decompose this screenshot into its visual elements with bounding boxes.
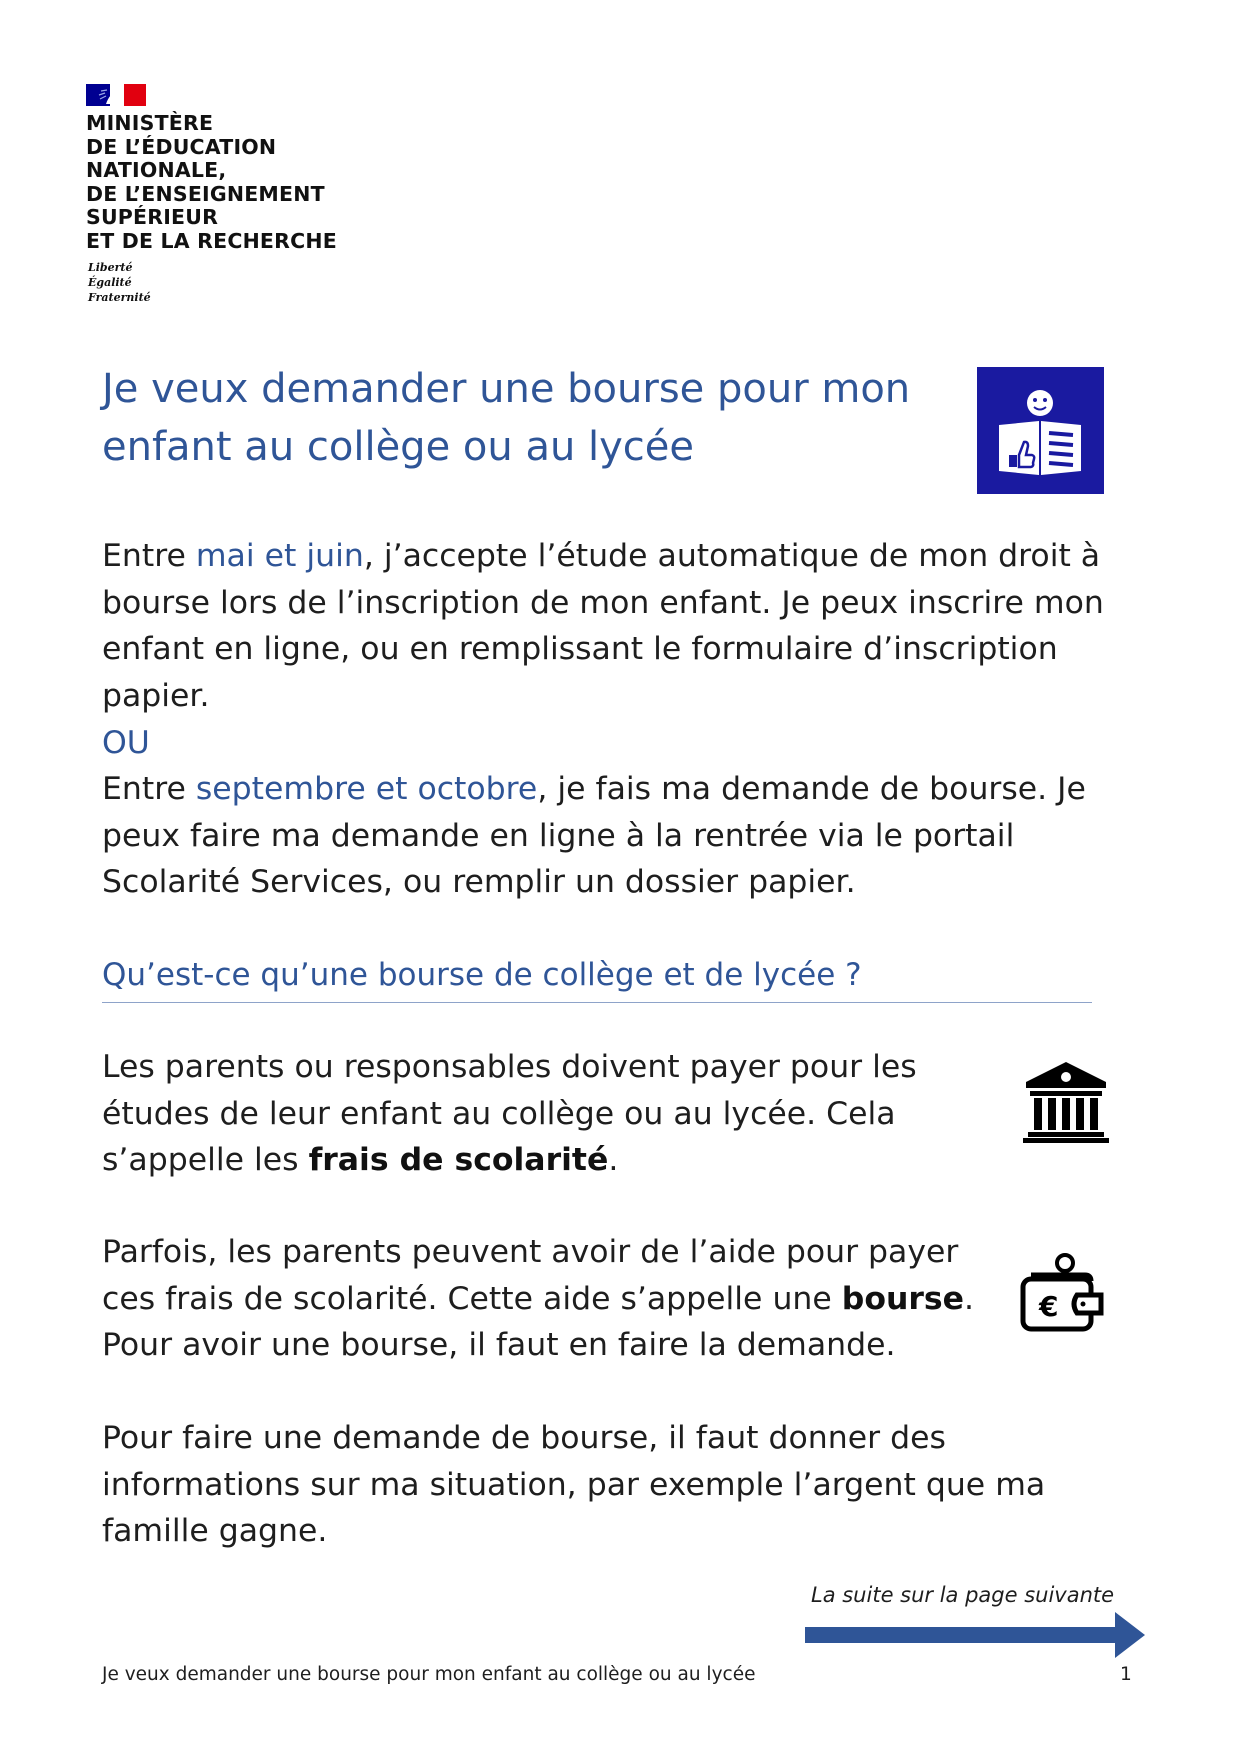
text-run: Les parents ou responsables doivent payer pour les études de leur enfant au collège ou au lycée. Cela s’appelle les: [102, 1049, 917, 1178]
page-number: 1: [1120, 1664, 1132, 1685]
bank-building-icon: [1022, 1060, 1110, 1144]
motto-line: Égalité: [88, 276, 132, 289]
highlight-period: septembre et octobre: [195, 771, 538, 807]
section-heading: Qu’est-ce qu’une bourse de collège et de lycée ?: [102, 957, 862, 993]
ministry-name-line: NATIONALE,: [86, 158, 227, 182]
application-info-paragraph: Pour faire une demande de bourse, il faut donner des informations sur ma situation, par exemple l’argent que ma famille gagne.: [102, 1420, 1046, 1549]
text-run: .: [608, 1142, 619, 1178]
euro-wallet-icon: [1019, 1253, 1105, 1333]
text-run: , j’accepte l’étude automatique de mon droit à bourse lors de l’inscription de mon enfant. Je peux inscrire mon enfant en ligne, ou en remplissant le formulaire d’inscription papier.: [102, 538, 1104, 714]
text-run: , je fais ma demande de bourse. Je peux faire ma demande en ligne à la rentrée via le portail Scolarité Services, ou remplir un dossier papier.: [102, 771, 1086, 900]
bold-term: frais de scolarité: [308, 1142, 609, 1178]
ministry-name-line: ET DE LA RECHERCHE: [86, 228, 337, 253]
text-run: Parfois, les parents peuvent avoir de l’aide pour payer ces frais de scolarité. Cette aide s’appelle une: [102, 1234, 959, 1317]
page-title-line: Je veux demander une bourse pour mon: [102, 366, 911, 412]
intro-paragraph-may-june: [102, 533, 1142, 719]
bold-term: bourse: [841, 1280, 965, 1317]
easy-to-read-icon: [977, 367, 1104, 494]
ministry-name: [86, 112, 337, 253]
ministry-name-line: SUPÉRIEUR: [86, 205, 219, 229]
ministry-name-line: DE L’ENSEIGNEMENT: [86, 181, 325, 206]
intro-paragraph-september-october: [102, 766, 1142, 906]
section-divider: [102, 1002, 1092, 1003]
footer-title: Je veux demander une bourse pour mon enfant au collège ou au lycée: [102, 1664, 756, 1685]
text-run: Entre: [102, 771, 196, 807]
ministry-name-line: DE L’ÉDUCATION: [86, 134, 277, 159]
motto-line: Liberté: [88, 261, 133, 274]
svg-text:€: €: [1039, 1290, 1059, 1323]
text-run: Entre: [102, 538, 196, 574]
page-title-line: enfant au collège ou au lycée: [102, 424, 695, 470]
highlight-period: mai et juin: [195, 538, 364, 574]
right-arrow-icon: [805, 1610, 1145, 1660]
republic-motto: [88, 260, 151, 305]
text-run: . Pour avoir une bourse, il faut en faire la demande.: [102, 1280, 975, 1363]
tuition-fees-paragraph: [102, 1044, 1002, 1184]
or-separator: OU: [102, 725, 150, 761]
page-title: [102, 360, 962, 476]
ministry-name-line: MINISTÈRE: [86, 111, 214, 135]
continue-note: La suite sur la page suivante: [811, 1583, 1115, 1607]
scholarship-definition-paragraph: [102, 1229, 1002, 1369]
motto-line: Fraternité: [88, 291, 151, 304]
marianne-flag-icon: [86, 84, 146, 106]
